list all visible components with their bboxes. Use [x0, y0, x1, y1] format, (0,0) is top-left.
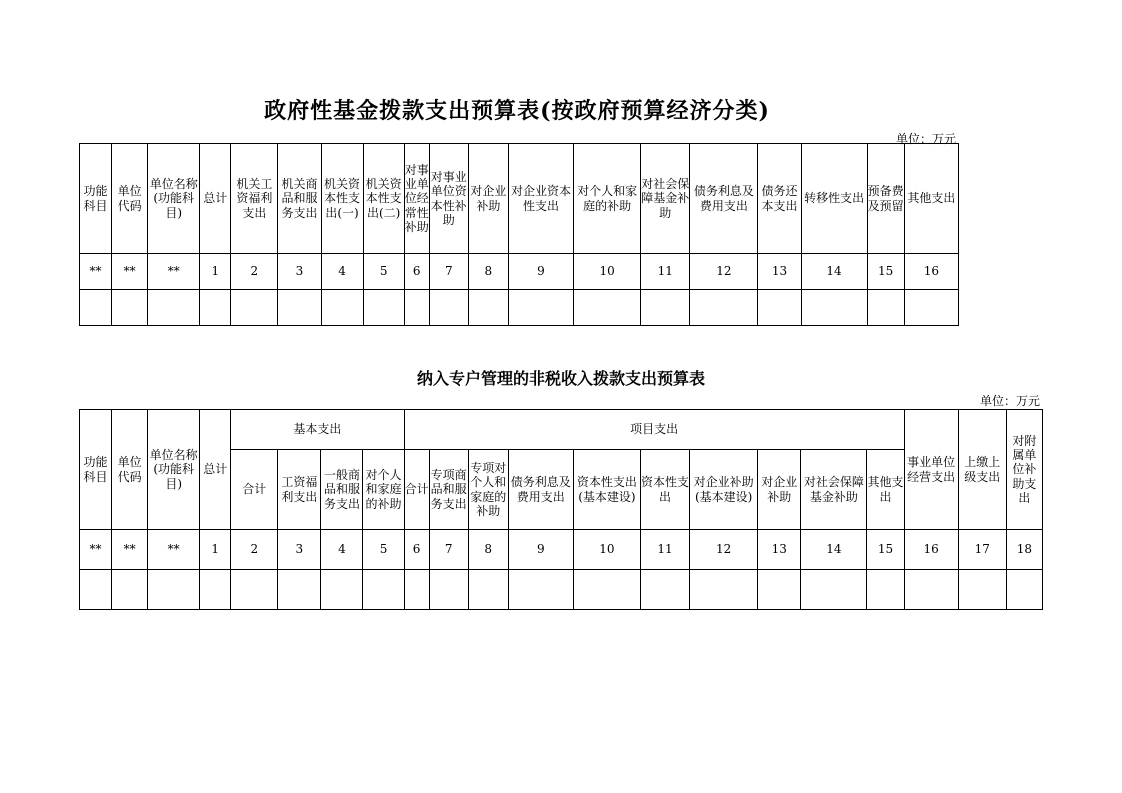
t1-header-cell: 其他支出 — [904, 144, 958, 254]
t1-header-cell: 单位名称(功能科目) — [148, 144, 200, 254]
t1-empty-cell[interactable] — [468, 290, 508, 326]
t2-empty-cell[interactable] — [148, 570, 200, 610]
t1-empty-cell[interactable] — [904, 290, 958, 326]
t1-header-cell: 转移性支出 — [801, 144, 867, 254]
t2-code-cell: 15 — [867, 530, 904, 570]
t1-empty-cell[interactable] — [429, 290, 468, 326]
t2-code-cell: 1 — [200, 530, 231, 570]
t2-code-cell: 5 — [363, 530, 404, 570]
t1-code-cell: 11 — [641, 254, 690, 290]
t2-basic-header: 工资福利支出 — [278, 450, 321, 530]
t1-code-cell: 9 — [508, 254, 573, 290]
table2-empty-row — [80, 570, 1043, 610]
t1-empty-cell[interactable] — [758, 290, 801, 326]
t2-header-cell: 对附属单位补助支出 — [1006, 410, 1042, 530]
t2-empty-cell[interactable] — [468, 570, 508, 610]
t1-code-cell: 15 — [867, 254, 904, 290]
t1-code-cell: 2 — [231, 254, 278, 290]
t1-header-cell: 债务利息及费用支出 — [690, 144, 758, 254]
t1-empty-cell[interactable] — [867, 290, 904, 326]
t1-empty-cell[interactable] — [278, 290, 321, 326]
t2-code-cell: ** — [80, 530, 112, 570]
t1-empty-cell[interactable] — [508, 290, 573, 326]
t2-empty-cell[interactable] — [508, 570, 573, 610]
t1-code-cell: 3 — [278, 254, 321, 290]
t2-basic-header: 对个人和家庭的补助 — [363, 450, 404, 530]
t2-code-cell: 12 — [690, 530, 758, 570]
t2-empty-cell[interactable] — [278, 570, 321, 610]
t2-header-cell: 单位名称(功能科目) — [148, 410, 200, 530]
table1-unit-label: 单位：万元 — [895, 132, 956, 146]
table1-title: 政府性基金拨款支出预算表(按政府预算经济分类) — [264, 98, 770, 124]
t2-code-cell: 9 — [508, 530, 573, 570]
t2-project-header: 资本性支出 — [641, 450, 690, 530]
t1-header-cell: 机关资本性支出(二) — [363, 144, 404, 254]
t2-code-cell: 2 — [231, 530, 278, 570]
t2-empty-cell[interactable] — [801, 570, 867, 610]
table1-empty-row — [80, 290, 959, 326]
t2-project-header: 对企业补助(基本建设) — [690, 450, 758, 530]
t1-header-cell: 机关工资福利支出 — [231, 144, 278, 254]
t1-empty-cell[interactable] — [80, 290, 112, 326]
t1-header-cell: 机关资本性支出(一) — [321, 144, 363, 254]
t2-empty-cell[interactable] — [80, 570, 112, 610]
t1-empty-cell[interactable] — [231, 290, 278, 326]
t2-empty-cell[interactable] — [641, 570, 690, 610]
t1-empty-cell[interactable] — [690, 290, 758, 326]
t1-header-cell: 对社会保障基金补助 — [641, 144, 690, 254]
t1-header-cell: 预备费及预留 — [867, 144, 904, 254]
table2-unit-label: 单位：万元 — [979, 394, 1040, 408]
t1-header-cell: 单位代码 — [112, 144, 148, 254]
t1-code-cell: 8 — [468, 254, 508, 290]
table2-special-account — [79, 409, 1043, 610]
table1-code-row — [80, 254, 959, 290]
t1-empty-cell[interactable] — [321, 290, 363, 326]
t2-group-basic: 基本支出 — [231, 410, 404, 450]
t1-empty-cell[interactable] — [404, 290, 429, 326]
t1-code-cell: 16 — [904, 254, 958, 290]
t2-empty-cell[interactable] — [904, 570, 958, 610]
t1-code-cell: ** — [80, 254, 112, 290]
t2-header-cell: 单位代码 — [112, 410, 148, 530]
t2-code-cell: 16 — [904, 530, 958, 570]
t2-project-header: 专项对个人和家庭的补助 — [468, 450, 508, 530]
t2-code-cell: 10 — [573, 530, 640, 570]
t2-project-header: 对企业补助 — [758, 450, 801, 530]
t2-code-cell: 14 — [801, 530, 867, 570]
t1-code-cell: 13 — [758, 254, 801, 290]
t2-project-header: 债务利息及费用支出 — [508, 450, 573, 530]
t1-code-cell: ** — [112, 254, 148, 290]
t2-project-header: 资本性支出(基本建设) — [573, 450, 640, 530]
t2-empty-cell[interactable] — [231, 570, 278, 610]
t2-code-cell: 11 — [641, 530, 690, 570]
t1-header-cell: 对企业补助 — [468, 144, 508, 254]
t1-header-cell: 对企业资本性支出 — [508, 144, 573, 254]
t1-code-cell: 12 — [690, 254, 758, 290]
t1-code-cell: 6 — [404, 254, 429, 290]
t2-empty-cell[interactable] — [573, 570, 640, 610]
t2-code-cell: ** — [148, 530, 200, 570]
t2-empty-cell[interactable] — [429, 570, 468, 610]
t2-code-cell: 18 — [1006, 530, 1042, 570]
t2-project-header: 其他支出 — [867, 450, 904, 530]
t2-group-project: 项目支出 — [404, 410, 904, 450]
t1-header-cell: 债务还本支出 — [758, 144, 801, 254]
t2-empty-cell[interactable] — [758, 570, 801, 610]
t1-empty-cell[interactable] — [200, 290, 231, 326]
t2-empty-cell[interactable] — [867, 570, 904, 610]
t2-code-cell: 7 — [429, 530, 468, 570]
t1-code-cell: 10 — [574, 254, 641, 290]
t2-header-cell: 总计 — [200, 410, 231, 530]
t1-code-cell: 14 — [801, 254, 867, 290]
t1-empty-cell[interactable] — [574, 290, 641, 326]
t1-header-cell: 功能科目 — [80, 144, 112, 254]
t1-empty-cell[interactable] — [801, 290, 867, 326]
t1-header-cell: 机关商品和服务支出 — [278, 144, 321, 254]
t1-code-cell: 5 — [363, 254, 404, 290]
t1-empty-cell[interactable] — [363, 290, 404, 326]
t2-code-cell: 3 — [278, 530, 321, 570]
t2-code-cell: ** — [112, 530, 148, 570]
t1-header-cell: 对事业单位经常性补助 — [404, 144, 429, 254]
t2-empty-cell[interactable] — [321, 570, 363, 610]
table2-code-row — [80, 530, 1043, 570]
t2-code-cell: 6 — [404, 530, 429, 570]
t2-project-header: 合计 — [404, 450, 429, 530]
t1-code-cell: 4 — [321, 254, 363, 290]
t1-code-cell: 7 — [429, 254, 468, 290]
t2-code-cell: 4 — [321, 530, 363, 570]
t2-project-header: 对社会保障基金补助 — [801, 450, 867, 530]
t2-empty-cell[interactable] — [958, 570, 1006, 610]
t2-empty-cell[interactable] — [690, 570, 758, 610]
t2-header-cell: 上缴上级支出 — [958, 410, 1006, 530]
t1-header-cell: 总计 — [200, 144, 231, 254]
t2-empty-cell[interactable] — [1006, 570, 1042, 610]
t2-header-cell: 功能科目 — [80, 410, 112, 530]
t1-code-cell: ** — [148, 254, 200, 290]
t2-code-cell: 13 — [758, 530, 801, 570]
t1-empty-cell[interactable] — [112, 290, 148, 326]
table1-economic-classification — [79, 143, 959, 326]
t1-code-cell: 1 — [200, 254, 231, 290]
t2-header-cell: 事业单位经营支出 — [904, 410, 958, 530]
t2-empty-cell[interactable] — [200, 570, 231, 610]
t1-header-cell: 对个人和家庭的补助 — [574, 144, 641, 254]
t2-empty-cell[interactable] — [112, 570, 148, 610]
t2-code-cell: 17 — [958, 530, 1006, 570]
t2-basic-header: 一般商品和服务支出 — [321, 450, 363, 530]
t1-empty-cell[interactable] — [148, 290, 200, 326]
t2-empty-cell[interactable] — [363, 570, 404, 610]
table2-title: 纳入专户管理的非税收入拨款支出预算表 — [416, 369, 705, 388]
t2-basic-header: 合计 — [231, 450, 278, 530]
t1-header-cell: 对事业单位资本性补助 — [429, 144, 468, 254]
t2-code-cell: 8 — [468, 530, 508, 570]
t2-empty-cell[interactable] — [404, 570, 429, 610]
t2-project-header: 专项商品和服务支出 — [429, 450, 468, 530]
t1-empty-cell[interactable] — [641, 290, 690, 326]
